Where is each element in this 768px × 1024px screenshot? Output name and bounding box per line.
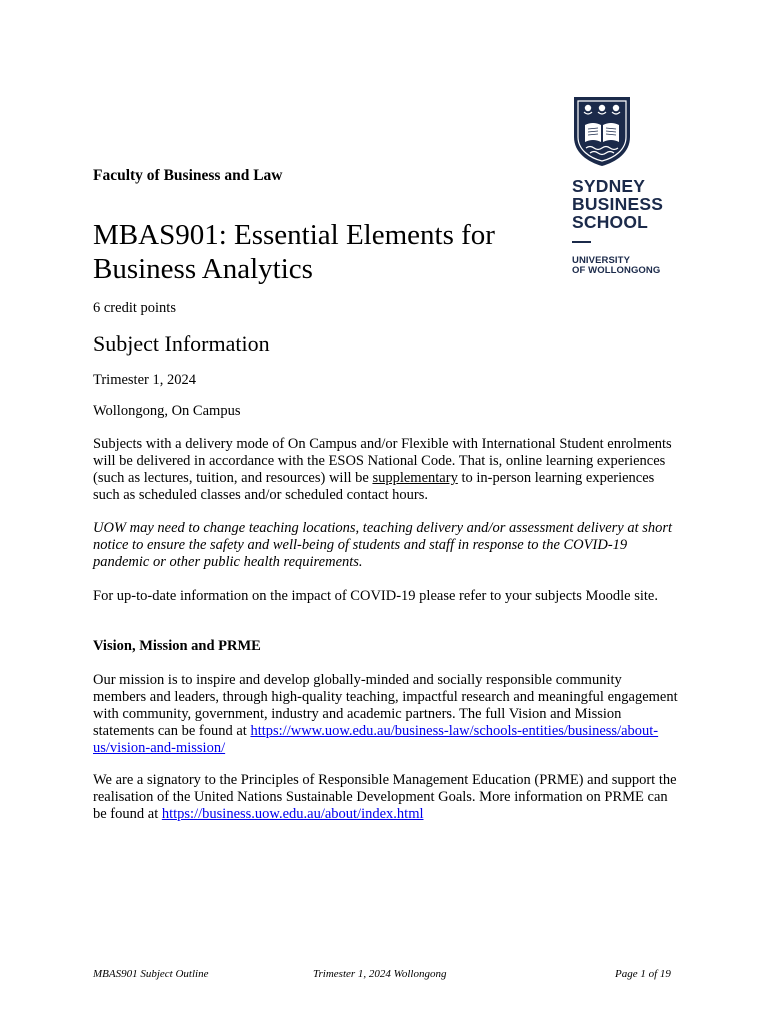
sydney-business-school-logo <box>572 95 682 277</box>
logo-school-name <box>572 177 682 231</box>
delivery-paragraph <box>93 436 678 504</box>
supplementary-term: supplementary <box>372 470 458 486</box>
footer-page-number: Page 1 of 19 <box>615 968 671 980</box>
trimester-label: Trimester 1, 2024 <box>93 372 196 388</box>
mission-text: Our mission is to inspire and develop globally-minded and socially responsible community members and leaders, through high-quality teaching, impactful research and meaningful engagement with community, government, industry and academic partners. The full Vision and Mission statements can be found at <box>93 672 678 739</box>
logo-university-line: UNIVERSITY <box>572 254 631 266</box>
mission-paragraph <box>93 672 678 757</box>
footer-trimester: Trimester 1, 2024 Wollongong <box>313 968 447 980</box>
subject-title: MBAS901: Essential Elements for Business Analytics <box>93 219 495 285</box>
logo-name-line: BUSINESS <box>572 194 664 214</box>
logo-name-line: SCHOOL <box>572 212 649 232</box>
logo-divider <box>572 241 591 243</box>
vision-mission-link[interactable]: https://www.uow.edu.au/business-law/schools-entities/business/about-us/vision-and-mission/ <box>93 723 659 756</box>
faculty-name: Faculty of Business and Law <box>93 167 283 184</box>
credit-points: 6 credit points <box>93 300 176 316</box>
crest-icon <box>572 95 632 167</box>
logo-name-line: SYDNEY <box>572 176 646 196</box>
covid-info-paragraph: For up-to-date information on the impact of COVID-19 please refer to your subjects Moodle site. <box>93 588 658 604</box>
vision-heading: Vision, Mission and PRME <box>93 638 261 654</box>
prme-text: We are a signatory to the Principles of Responsible Management Education (PRME) and support the realisation of the United Nations Sustainable Development Goals. More information on PRME can be found at <box>93 772 677 822</box>
location-label: Wollongong, On Campus <box>93 403 241 419</box>
uow-notice-paragraph: UOW may need to change teaching locations, teaching delivery and/or assessment delivery at short notice to ensure the safety and well-being of students and staff in response to the COVID-19 pandemic or other public health requirements. <box>93 520 673 570</box>
prme-paragraph <box>93 772 678 823</box>
footer-subject-outline: MBAS901 Subject Outline <box>93 968 209 980</box>
prme-link[interactable]: https://business.uow.edu.au/about/index.html <box>161 806 424 822</box>
section-title: Subject Information <box>93 331 270 356</box>
delivery-text-1: Subjects with a delivery mode of On Campus and/or Flexible with International Student enrolments will be delivered in accordance with the ESOS National Code. That is, online learning experiences (such as lectures, tuition, and resources) will be <box>93 436 672 486</box>
delivery-text-2: to in-person learning experiences such as scheduled classes and/or scheduled contact hours. <box>93 470 655 503</box>
logo-university-line: OF WOLLONGONG <box>572 265 661 276</box>
logo-university-name <box>572 256 682 277</box>
